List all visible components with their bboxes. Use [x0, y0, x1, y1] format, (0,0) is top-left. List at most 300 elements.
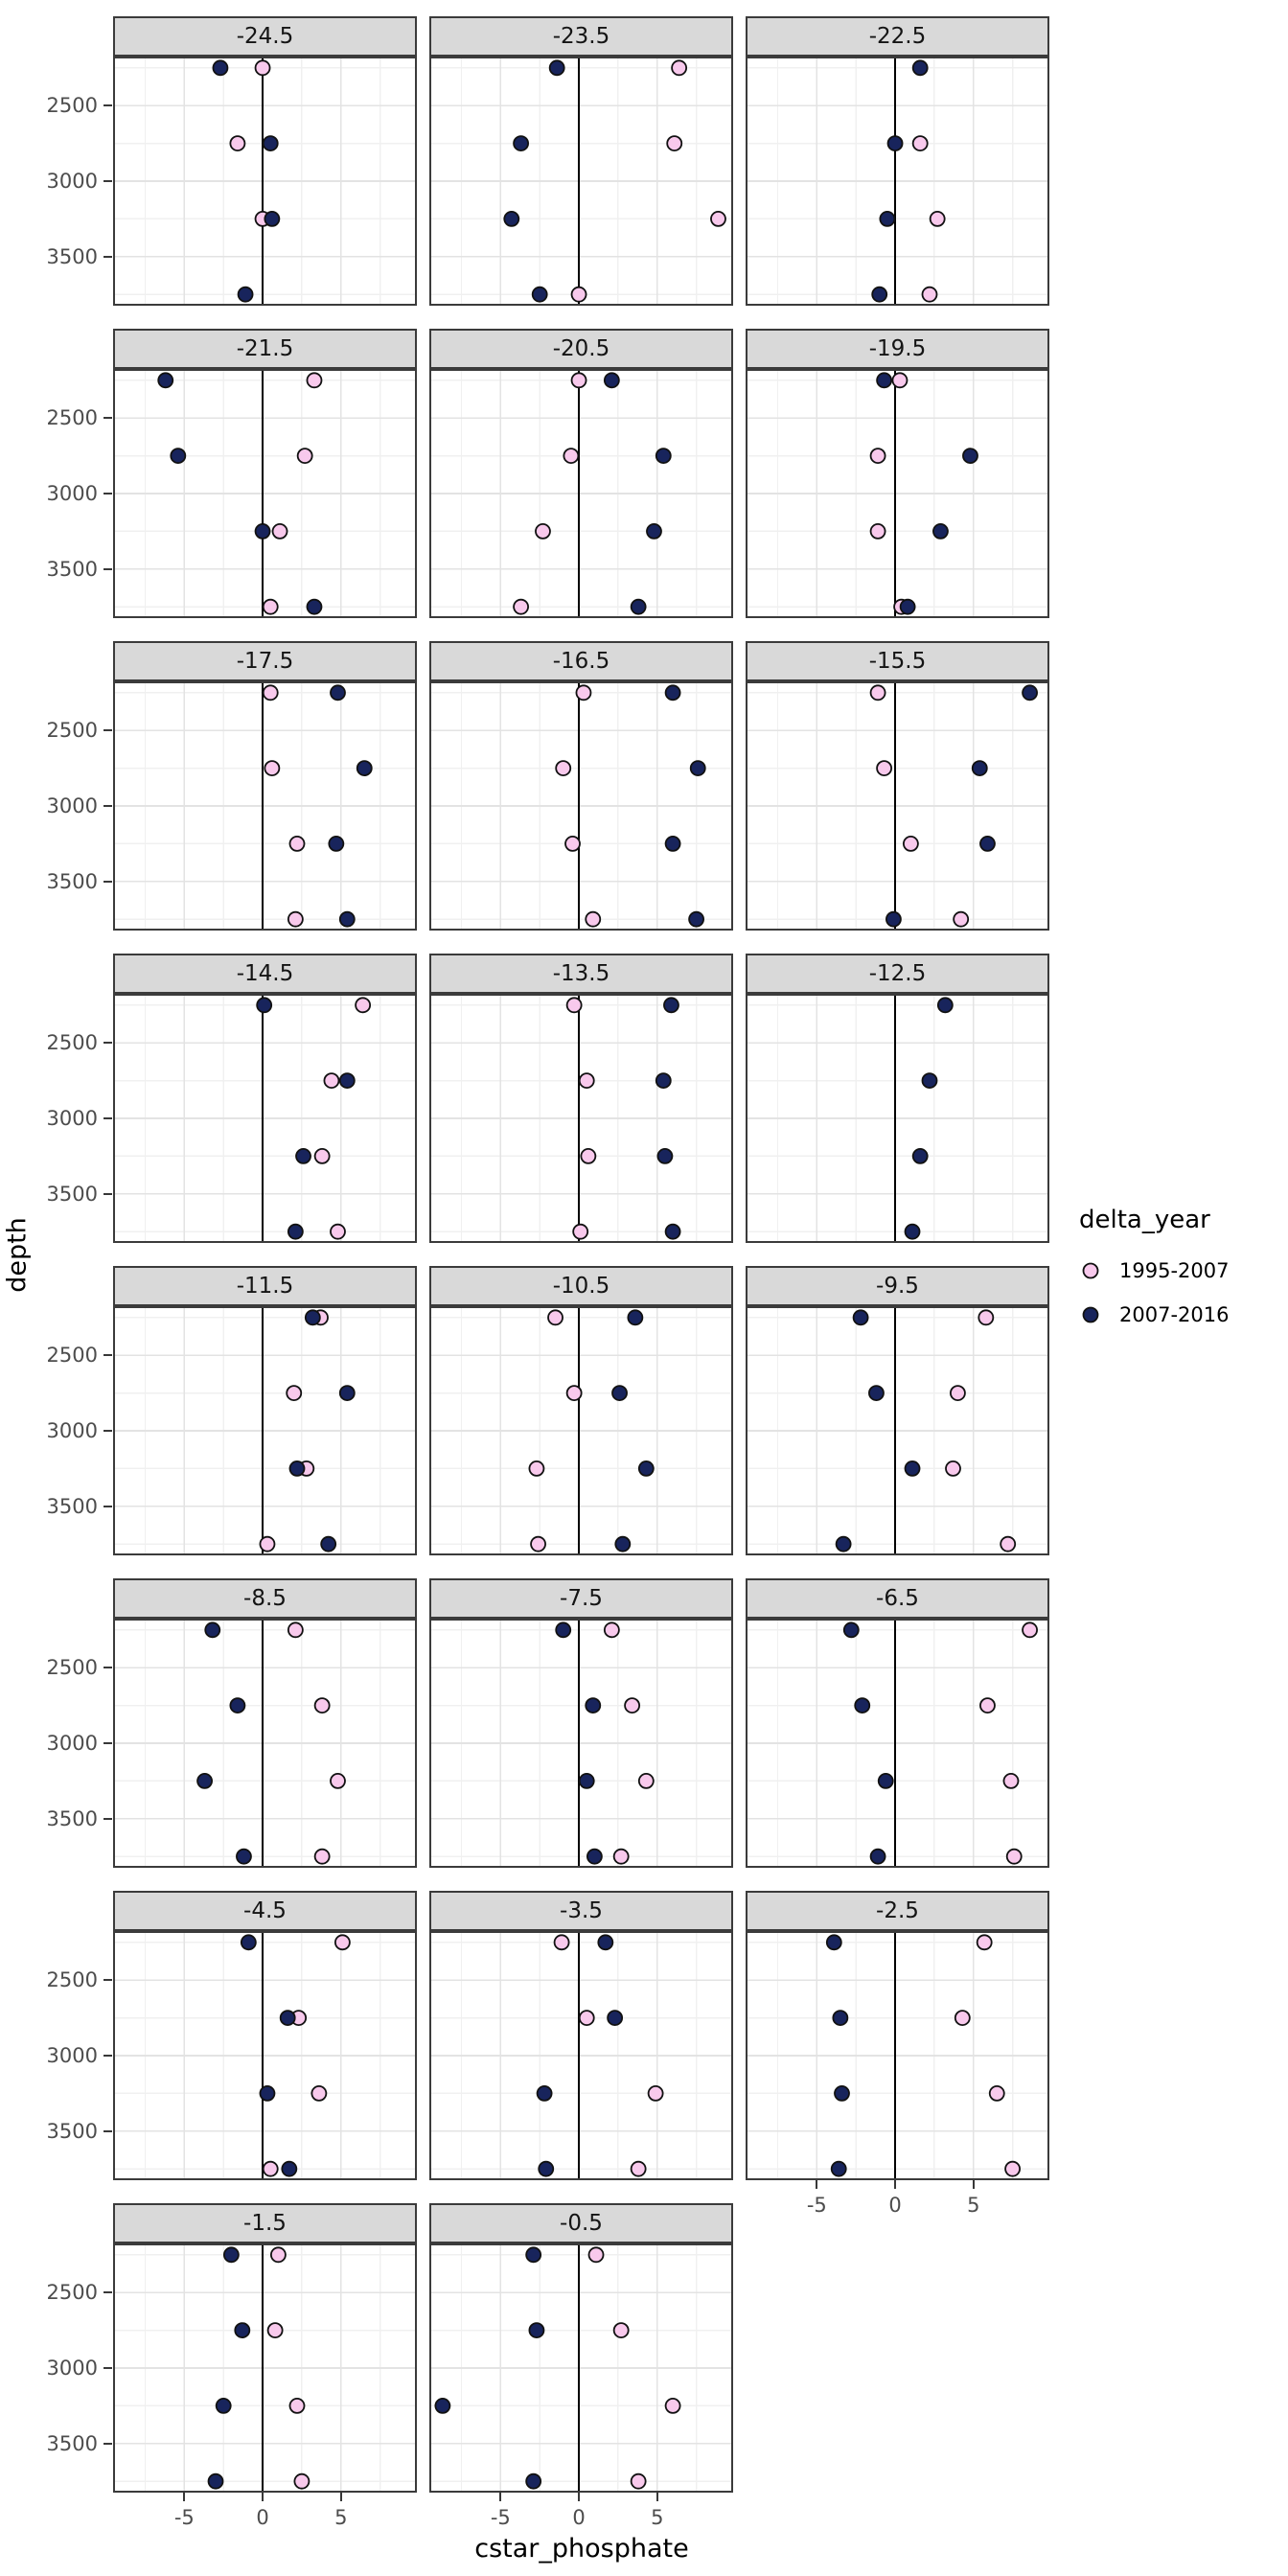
x-tick-label: -5: [490, 2506, 511, 2529]
data-point-open: [980, 1698, 995, 1713]
y-tick-mark: [104, 1117, 112, 1119]
facet-panel: [429, 369, 733, 618]
y-tick-mark: [104, 881, 112, 883]
data-point-filled: [656, 448, 671, 463]
facet-strip: [429, 329, 733, 369]
data-point-filled: [580, 1774, 594, 1788]
facet-strip-label: -15.5: [868, 649, 927, 674]
data-point-open: [288, 912, 303, 927]
facet-strip: [113, 1266, 417, 1306]
y-tick-label: 3500: [46, 1494, 98, 1518]
facet-strip-label: -6.5: [876, 1586, 919, 1611]
facet-strip: [113, 329, 417, 369]
legend-label: 2007-2016: [1119, 1303, 1230, 1326]
data-point-open: [572, 288, 586, 302]
data-point-open: [1023, 1622, 1037, 1637]
data-point-open: [614, 2323, 629, 2337]
data-point-filled: [550, 60, 564, 75]
y-tick-mark: [104, 1506, 112, 1507]
y-tick-label: 2500: [46, 94, 98, 118]
facet-panel: [113, 1931, 417, 2180]
data-point-open: [289, 837, 304, 851]
data-point-filled: [230, 1698, 244, 1713]
x-tick-label: 0: [888, 2194, 902, 2217]
y-tick-mark: [104, 104, 112, 106]
facet-strip-label: -17.5: [236, 649, 294, 674]
facet-strip: [113, 16, 417, 57]
data-point-filled: [587, 1850, 602, 1864]
data-point-open: [289, 2399, 304, 2413]
data-point-filled: [656, 1073, 671, 1088]
data-point-filled: [855, 1698, 869, 1713]
data-point-filled: [340, 1073, 355, 1088]
data-point-filled: [239, 288, 253, 302]
facet-panel: [746, 57, 1049, 306]
data-point-filled: [906, 1461, 920, 1476]
data-point-filled: [598, 1935, 612, 1949]
y-tick-label: 3500: [46, 2119, 98, 2143]
facet-strip-label: -13.5: [552, 961, 610, 986]
data-point-open: [1007, 1850, 1022, 1864]
data-point-filled: [869, 1386, 884, 1400]
y-tick-mark: [104, 180, 112, 182]
data-point-filled: [435, 2399, 449, 2413]
data-point-open: [565, 837, 580, 851]
data-point-filled: [205, 1622, 219, 1637]
data-point-open: [335, 1935, 350, 1949]
data-point-open: [978, 1935, 992, 1949]
x-tick-mark: [499, 2493, 501, 2501]
data-point-open: [331, 1225, 345, 1239]
data-point-filled: [329, 837, 343, 851]
data-point-filled: [933, 524, 948, 539]
data-point-filled: [938, 998, 953, 1012]
data-point-open: [567, 998, 582, 1012]
data-point-open: [978, 1310, 993, 1324]
y-tick-label: 3000: [46, 2044, 98, 2067]
facet-strip: [746, 1578, 1049, 1619]
data-point-filled: [886, 912, 901, 927]
data-point-filled: [666, 837, 680, 851]
facet-panel: [113, 369, 417, 618]
data-point-open: [548, 1310, 563, 1324]
data-point-filled: [833, 2011, 847, 2025]
data-point-open: [356, 998, 370, 1012]
data-point-open: [625, 1698, 639, 1713]
y-tick-mark: [104, 1742, 112, 1744]
x-axis-title: cstar_phosphate: [474, 2534, 689, 2564]
data-point-filled: [615, 1537, 630, 1552]
data-point-open: [877, 761, 891, 775]
data-point-open: [892, 373, 907, 387]
facet-strip-label: -14.5: [236, 961, 294, 986]
x-tick-label: 0: [572, 2506, 586, 2529]
data-point-open: [288, 1622, 303, 1637]
data-point-open: [931, 212, 945, 226]
facet-strip-label: -12.5: [868, 961, 927, 986]
data-point-open: [951, 1386, 965, 1400]
y-tick-label: 2500: [46, 719, 98, 743]
facet-strip: [429, 16, 733, 57]
data-point-filled: [256, 524, 270, 539]
data-point-open: [586, 912, 600, 927]
data-point-open: [589, 2247, 604, 2262]
y-tick-mark: [104, 2443, 112, 2445]
data-point-filled: [973, 761, 987, 775]
data-point-open: [307, 373, 321, 387]
data-point-open: [271, 2247, 286, 2262]
legend-item-1995-2007: [1079, 1259, 1280, 1282]
facet-strip-label: -1.5: [243, 2211, 287, 2236]
data-point-open: [260, 1537, 274, 1552]
x-tick-label: -5: [806, 2194, 827, 2217]
data-point-filled: [906, 1225, 920, 1239]
y-tick-label: 3500: [46, 557, 98, 581]
x-tick-mark: [340, 2493, 342, 2501]
facet-panel: [113, 57, 417, 306]
y-tick-label: 3000: [46, 1732, 98, 1755]
data-point-open: [331, 1774, 345, 1788]
data-point-open: [632, 2162, 646, 2176]
facet-strip-label: -4.5: [243, 1898, 287, 1923]
data-point-open: [264, 2162, 278, 2176]
data-point-open: [529, 1461, 543, 1476]
data-point-open: [667, 136, 681, 150]
facet-strip: [429, 2203, 733, 2243]
data-point-filled: [657, 1149, 672, 1163]
data-point-filled: [209, 2474, 223, 2489]
y-tick-mark: [104, 568, 112, 570]
facet-strip: [746, 329, 1049, 369]
x-tick-label: 0: [256, 2506, 269, 2529]
data-point-filled: [504, 212, 518, 226]
y-tick-label: 3500: [46, 244, 98, 268]
data-point-open: [922, 288, 936, 302]
data-point-open: [287, 1386, 301, 1400]
y-tick-label: 3000: [46, 1107, 98, 1130]
data-point-open: [666, 2399, 680, 2413]
y-tick-label: 3500: [46, 869, 98, 893]
facet-strip: [113, 1578, 417, 1619]
facet-panel: [113, 994, 417, 1243]
y-tick-mark: [104, 2367, 112, 2369]
data-point-filled: [872, 288, 886, 302]
data-point-filled: [556, 1622, 570, 1637]
data-point-filled: [357, 761, 372, 775]
data-point-open: [573, 1225, 587, 1239]
data-point-open: [298, 448, 312, 463]
data-point-open: [711, 212, 725, 226]
facet-strip-label: -9.5: [876, 1274, 919, 1299]
data-point-filled: [871, 1850, 886, 1864]
data-point-open: [990, 2086, 1004, 2101]
data-point-filled: [1023, 685, 1037, 700]
facet-panel: [746, 1931, 1049, 2180]
filled-circle-icon: [1079, 1303, 1102, 1326]
open-circle-icon: [1079, 1259, 1102, 1282]
data-point-open: [324, 1073, 338, 1088]
data-point-open: [946, 1461, 960, 1476]
data-point-filled: [835, 2086, 849, 2101]
data-point-filled: [340, 912, 355, 927]
y-axis-title: depth: [2, 1217, 33, 1293]
data-point-open: [268, 2323, 283, 2337]
y-tick-label: 2500: [46, 406, 98, 430]
data-point-filled: [260, 2086, 274, 2101]
data-point-open: [556, 761, 570, 775]
data-point-open: [273, 524, 288, 539]
data-point-open: [871, 524, 886, 539]
data-point-filled: [217, 2399, 231, 2413]
facet-strip: [746, 641, 1049, 681]
y-tick-label: 3000: [46, 2357, 98, 2380]
y-tick-mark: [104, 1193, 112, 1195]
facet-strip: [113, 641, 417, 681]
facet-panel: [429, 1931, 733, 2180]
data-point-filled: [888, 136, 903, 150]
data-point-filled: [666, 1225, 680, 1239]
data-point-open: [514, 600, 528, 614]
y-tick-mark: [104, 1979, 112, 1981]
data-point-open: [1003, 1774, 1018, 1788]
data-point-open: [264, 685, 278, 700]
facet-panel: [746, 1619, 1049, 1868]
facet-strip-label: -23.5: [552, 24, 610, 49]
data-point-open: [672, 60, 686, 75]
data-point-filled: [877, 373, 891, 387]
facet-panel: [429, 57, 733, 306]
facet-strip-label: -19.5: [868, 336, 927, 361]
facet-strip: [429, 1891, 733, 1931]
data-point-open: [1005, 2162, 1020, 2176]
data-point-filled: [664, 998, 678, 1012]
x-tick-label: 5: [651, 2506, 664, 2529]
data-point-filled: [331, 685, 345, 700]
facet-strip-label: -0.5: [560, 2211, 603, 2236]
data-point-open: [230, 136, 244, 150]
data-point-filled: [844, 1622, 859, 1637]
data-point-open: [1000, 1537, 1015, 1552]
facet-panel: [746, 369, 1049, 618]
y-tick-label: 3500: [46, 1182, 98, 1206]
data-point-filled: [197, 1774, 212, 1788]
y-tick-label: 2500: [46, 1344, 98, 1368]
facet-strip-label: -7.5: [560, 1586, 603, 1611]
data-point-filled: [639, 1461, 654, 1476]
y-tick-label: 2500: [46, 2281, 98, 2305]
data-point-filled: [879, 1774, 893, 1788]
facet-strip-label: -16.5: [552, 649, 610, 674]
data-point-filled: [340, 1386, 355, 1400]
facet-strip: [113, 954, 417, 994]
legend-item-2007-2016: [1079, 1303, 1280, 1326]
data-point-open: [315, 1149, 330, 1163]
legend: [1079, 1206, 1280, 1347]
facet-strip-label: -11.5: [236, 1274, 294, 1299]
facet-panel: [746, 994, 1049, 1243]
facet-strip: [429, 641, 733, 681]
facet-panel: [746, 681, 1049, 931]
data-point-filled: [288, 1225, 303, 1239]
facet-strip: [429, 1578, 733, 1619]
facet-strip: [429, 1266, 733, 1306]
data-point-filled: [321, 1537, 335, 1552]
y-tick-mark: [104, 805, 112, 807]
y-tick-label: 3000: [46, 1419, 98, 1442]
data-point-filled: [628, 1310, 642, 1324]
facet-strip-label: -3.5: [560, 1898, 603, 1923]
data-point-filled: [854, 1310, 868, 1324]
facet-strip-label: -21.5: [236, 336, 294, 361]
facet-strip-label: -22.5: [868, 24, 927, 49]
data-point-filled: [666, 685, 680, 700]
data-point-open: [605, 1622, 619, 1637]
data-point-open: [639, 1774, 654, 1788]
data-point-filled: [605, 373, 619, 387]
data-point-filled: [533, 288, 547, 302]
facet-strip: [429, 954, 733, 994]
data-point-filled: [158, 373, 172, 387]
facet-strip: [746, 1891, 1049, 1931]
data-point-open: [580, 1073, 594, 1088]
y-tick-mark: [104, 1430, 112, 1432]
data-point-filled: [901, 600, 915, 614]
data-point-filled: [213, 60, 227, 75]
facet-strip-label: -24.5: [236, 24, 294, 49]
y-tick-mark: [104, 1354, 112, 1356]
data-point-filled: [880, 212, 894, 226]
facet-strip: [746, 16, 1049, 57]
data-point-open: [904, 837, 918, 851]
data-point-open: [531, 1537, 545, 1552]
data-point-filled: [538, 2086, 552, 2101]
facet-panel: [429, 681, 733, 931]
x-tick-mark: [183, 2493, 185, 2501]
facet-strip-label: -20.5: [552, 336, 610, 361]
data-point-filled: [922, 1073, 936, 1088]
data-point-filled: [235, 2323, 249, 2337]
facet-panel: [429, 1619, 733, 1868]
facet-strip-label: -10.5: [552, 1274, 610, 1299]
data-point-filled: [307, 600, 321, 614]
facet-panel: [429, 1306, 733, 1555]
y-tick-label: 3500: [46, 2431, 98, 2455]
data-point-filled: [526, 2474, 540, 2489]
y-tick-mark: [104, 256, 112, 258]
data-point-open: [913, 136, 928, 150]
data-point-filled: [529, 2323, 543, 2337]
facet-strip: [113, 1891, 417, 1931]
data-point-open: [564, 448, 578, 463]
y-tick-label: 3000: [46, 794, 98, 817]
data-point-filled: [647, 524, 661, 539]
data-point-filled: [691, 761, 705, 775]
y-tick-mark: [104, 2055, 112, 2057]
data-point-filled: [264, 136, 278, 150]
data-point-open: [871, 685, 886, 700]
data-point-filled: [913, 1149, 928, 1163]
y-tick-label: 2500: [46, 1031, 98, 1055]
data-point-filled: [242, 1935, 256, 1949]
y-tick-mark: [104, 2291, 112, 2293]
data-point-filled: [612, 1386, 627, 1400]
facet-strip-label: -2.5: [876, 1898, 919, 1923]
data-point-filled: [306, 1310, 320, 1324]
data-point-filled: [980, 837, 995, 851]
data-point-filled: [586, 1698, 600, 1713]
facet-panel: [429, 2243, 733, 2493]
facet-strip: [746, 1266, 1049, 1306]
data-point-filled: [689, 912, 703, 927]
y-tick-label: 3000: [46, 482, 98, 505]
x-tick-label: 5: [334, 2506, 348, 2529]
data-point-open: [614, 1850, 629, 1864]
x-tick-mark: [578, 2493, 580, 2501]
data-point-open: [294, 2474, 309, 2489]
legend-title: delta_year: [1079, 1206, 1210, 1234]
data-point-open: [264, 600, 278, 614]
data-point-filled: [832, 2162, 846, 2176]
y-tick-mark: [104, 1042, 112, 1044]
facet-strip: [113, 2203, 417, 2243]
facet-panel: [113, 2243, 417, 2493]
legend-label: 1995-2007: [1119, 1259, 1230, 1282]
data-point-open: [576, 685, 590, 700]
data-point-open: [572, 373, 586, 387]
data-point-filled: [281, 2011, 295, 2025]
y-tick-mark: [104, 1818, 112, 1820]
data-point-filled: [224, 2247, 239, 2262]
facet-panel: [429, 994, 733, 1243]
data-point-open: [581, 1149, 595, 1163]
data-point-open: [536, 524, 550, 539]
data-point-filled: [963, 448, 978, 463]
data-point-filled: [237, 1850, 251, 1864]
data-point-open: [955, 2011, 970, 2025]
y-tick-mark: [104, 1667, 112, 1668]
data-point-filled: [296, 1149, 310, 1163]
y-tick-mark: [104, 2130, 112, 2132]
data-point-filled: [837, 1537, 851, 1552]
y-tick-label: 3500: [46, 1806, 98, 1830]
x-tick-mark: [894, 2180, 896, 2189]
x-tick-label: 5: [967, 2194, 980, 2217]
facet-strip-label: -8.5: [243, 1586, 287, 1611]
x-tick-label: -5: [173, 2506, 195, 2529]
data-point-filled: [539, 2162, 553, 2176]
data-point-open: [315, 1850, 330, 1864]
data-point-filled: [913, 60, 928, 75]
facet-panel: [113, 681, 417, 931]
data-point-open: [580, 2011, 594, 2025]
facet-strip: [746, 954, 1049, 994]
data-point-open: [954, 912, 968, 927]
data-point-filled: [264, 212, 279, 226]
data-point-filled: [827, 1935, 841, 1949]
y-tick-label: 2500: [46, 1968, 98, 1992]
data-point-open: [871, 448, 886, 463]
data-point-filled: [289, 1461, 304, 1476]
data-point-open: [632, 2474, 646, 2489]
data-point-filled: [514, 136, 528, 150]
data-point-open: [555, 1935, 569, 1949]
facet-panel: [113, 1306, 417, 1555]
data-point-open: [315, 1698, 330, 1713]
data-point-open: [264, 761, 279, 775]
x-tick-mark: [262, 2493, 264, 2501]
data-point-open: [311, 2086, 326, 2101]
x-tick-mark: [973, 2180, 975, 2189]
